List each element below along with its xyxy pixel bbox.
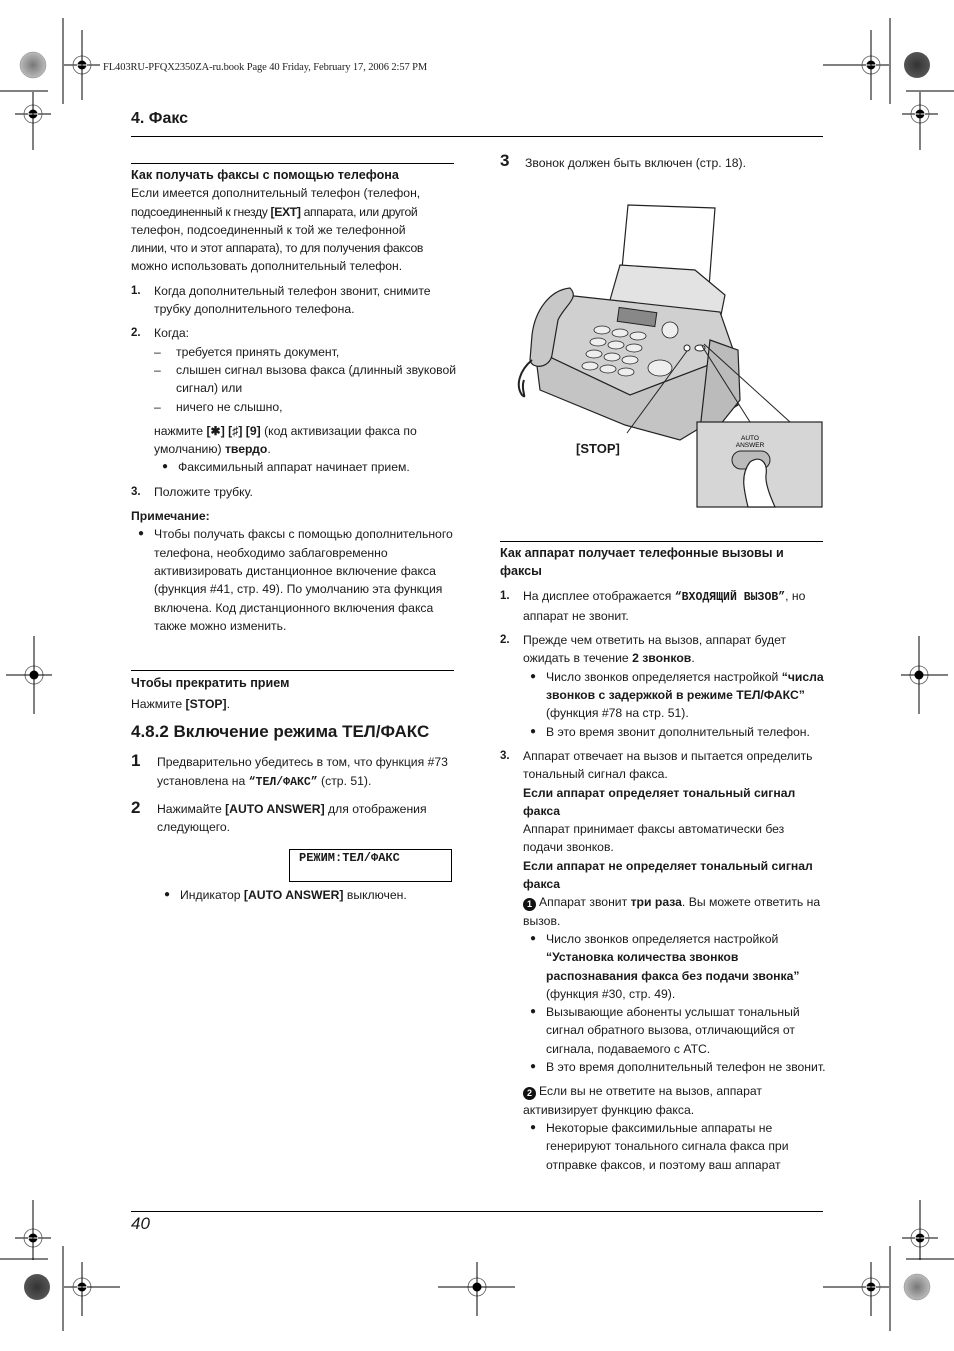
- footer-rule: [131, 1211, 823, 1212]
- note-title: Примечание:: [131, 509, 210, 524]
- bullet-item: ● Число звонков определяется настройкой “Установка количества звонков распознавания факса без подачи звонка” (функция #30, стр. 49).: [530, 931, 800, 1001]
- stop-callout-label: [STOP]: [576, 441, 620, 456]
- list-item: 3. Аппарат отвечает на вызов и пытается определить тональный сигнал факса.: [500, 748, 813, 782]
- subheading: Если аппарат не определяет тональный сигнал факса: [523, 858, 813, 892]
- auto-answer-key: [AUTO ANSWER]: [225, 801, 325, 816]
- fax-machine-illustration: [510, 200, 830, 510]
- section-heading-telfax: 4.8.2 Включение режима ТЕЛ/ФАКС: [131, 722, 430, 741]
- dash-item: – слышен сигнал вызова факса (длинный звуковой сигнал) или: [154, 362, 457, 396]
- telfax-step-2: 2 Нажимайте [AUTO ANSWER] для отображения следующего.: [131, 797, 427, 835]
- dash-item: – требуется принять документ,: [154, 344, 340, 359]
- right-column: [500, 544, 826, 1174]
- section-rule: [131, 670, 454, 671]
- svg-text:ANSWER: ANSWER: [735, 442, 765, 449]
- stop-section: [131, 674, 457, 714]
- section-title-receive-by-phone: Как получать факсы с помощью телефона: [131, 168, 399, 182]
- key-sequence: [✱] [♯] [9]: [206, 423, 261, 438]
- section-title-how-receives: Как аппарат получает телефонные вызовы и факсы: [500, 546, 784, 579]
- section-title-stop-receiving: Чтобы прекратить прием: [131, 676, 290, 690]
- bullet-item: ● Вызывающие абоненты услышат тональный сигнал обратного вызова, отличающийся от сигнала, подаваемого с АТС.: [530, 1005, 800, 1056]
- bullet-item: ● Число звонков определяется настройкой “числа звонков с задержкой в режиме ТЕЛ/ФАКС” (функция #78 на стр. 51).: [530, 669, 824, 721]
- svg-text:AUTO: AUTO: [741, 435, 759, 442]
- ext-key: [EXT]: [270, 204, 301, 219]
- stop-instruction: Нажмите [STOP].: [131, 697, 231, 712]
- dash-item: – ничего не слышно,: [154, 399, 283, 414]
- right-step-3: 3 Звонок должен быть включен (стр. 18).: [500, 151, 746, 170]
- left-column: [131, 166, 457, 635]
- note-bullet: ● Чтобы получать факсы с помощью дополнительного телефона, необходимо заблаговременно активизировать дистанционное включение факса (функция #41, стр. 49). По умолчанию эта функция включена. Код дистанционного включения факса также можно изменить.: [138, 527, 453, 633]
- print-header: FL403RU-PFQX2350ZA-ru.book Page 40 Friday, February 17, 2006 2:57 PM: [103, 62, 428, 73]
- circled-step-2: 2 Если вы не ответите на вызов, аппарат активизирует функцию факса.: [523, 1084, 762, 1117]
- header-rule: [131, 136, 823, 137]
- circled-step-1: 1 Аппарат звонит три раза. Вы можете ответить на вызов.: [523, 895, 821, 928]
- circled-number-icon: 1: [523, 898, 536, 911]
- subheading: Если аппарат определяет тональный сигнал факса: [523, 785, 796, 818]
- stop-key: [STOP]: [185, 697, 227, 712]
- paragraph: Аппарат принимает факсы автоматически без подачи звонков.: [523, 822, 785, 855]
- intro-line: линии, что и этот аппарата), то для получения факсов: [131, 241, 424, 256]
- intro-line: телефон, подсоединенный к той же телефонной: [131, 222, 406, 237]
- telfax-step-1: 1 Предварительно убедитесь в том, что функция #73 установлена на “ТЕЛ/ФАКС” (стр. 51).: [131, 751, 448, 789]
- lcd-display: РЕЖИМ:ТЕЛ/ФАКС: [289, 849, 452, 882]
- intro-line: Если имеется дополнительный телефон (телефон,: [131, 186, 421, 201]
- list-item: 1. На дисплее отображается “ВХОДЯЩИЙ ВЫЗОВ”, но аппарат не звонит.: [500, 588, 806, 623]
- list-item: 2. Прежде чем ответить на вызов, аппарат будет ожидать в течение 2 звонков.: [500, 633, 787, 666]
- circled-number-icon: 2: [523, 1087, 536, 1100]
- bullet-item: ● Факсимильный аппарат начинает прием.: [162, 460, 410, 475]
- indicator-bullet: ● Индикатор [AUTO ANSWER] выключен.: [164, 888, 407, 902]
- page-number: 40: [131, 1214, 150, 1233]
- step-3: 3. Положите трубку.: [131, 484, 253, 499]
- section-rule: [500, 541, 823, 542]
- step-1: 1. Когда дополнительный телефон звонит, снимите трубку дополнительного телефона.: [131, 283, 431, 317]
- intro-line: подсоединенный к гнезду [EXT] аппарата, или другой: [131, 204, 418, 219]
- press-keys-text: нажмите [✱] [♯] [9] (код активизации факса по умолчанию) твердо.: [154, 423, 417, 457]
- section-rule: [131, 163, 454, 164]
- step-2: 2. Когда:: [131, 326, 190, 341]
- bullet-item: ● Некоторые факсимильные аппараты не генерируют тонального сигнала факса при отправке факсов, и поэтому ваш аппарат: [530, 1120, 789, 1172]
- intro-line: можно использовать дополнительный телефон.: [131, 259, 403, 274]
- bullet-item: ● В это время дополнительный телефон не звонит.: [530, 1060, 826, 1075]
- chapter-title: 4. Факс: [131, 110, 189, 127]
- telfax-section: [131, 723, 461, 836]
- bullet-item: ● В это время звонит дополнительный телефон.: [530, 724, 810, 739]
